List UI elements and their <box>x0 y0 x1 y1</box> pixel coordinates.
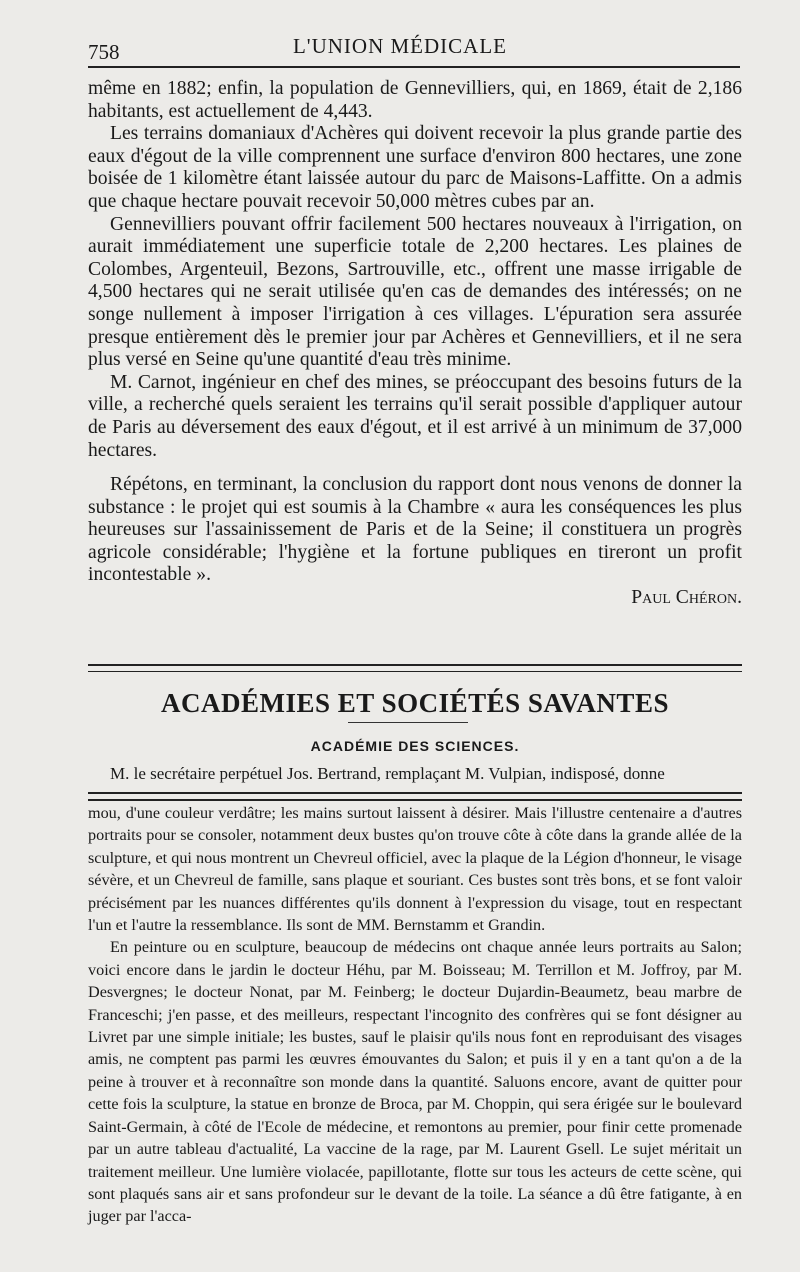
feuilleton-paragraph: En peinture ou en sculpture, beaucoup de médecins ont chaque année leurs portraits au Salon; voici encore dans le jardin le docteur Héhu, par M. Boisseau; M. Terrillon et M. Joffroy, par M. Desvergnes; le docteur Nonat, par M. Feinberg; le docteur Dujardin-Beaumetz, beau marbre de Franceschi; j'en passe, et des meilleurs, respectant l'incognito des confrères qui se font désigner au Livret par une simple initiale; les bustes, sauf le plaisir qu'ils nous font en reproduisant des visages amis, ne comptent pas parmi les œuvres émouvantes du Salon; et puis il y en a tant qu'on a de la peine à trouver et à reconnaître son monde dans la quantité. Saluons encore, avant de quitter pour cette fois la sculpture, la statue en bronze de Broca, par M. Choppin, qui sera érigée sur le boulevard Saint-Germain, à côté de l'Ecole de médecine, et remontons au premier, pour finir cette promenade par un autre tableau d'actualité, La vaccine de la rage, par M. Laurent Gsell. Le sujet méritait un traitement meilleur. Une lumière violacée, papillotante, flotte sur tous les acteurs de cette scène, qui sont plaqués sans air et sans profondeur sur le devant de la toile. La séance a dû être fatigante, à en juger par l'acca- <box>88 938 742 1226</box>
header-rule <box>88 66 740 68</box>
article-paragraph: M. Carnot, ingénieur en chef des mines, se préoccupant des besoins futurs de la ville, a recherché quels seraient les terrains qu'il serait possible d'appliquer autour de Paris au déversement des eaux d'égout, et il est arrivé à un minimum de 37,000 hectares. <box>88 371 742 461</box>
feuilleton-paragraph: mou, d'une couleur verdâtre; les mains surtout laissent à désirer. Mais l'illustre centenaire a d'autres portraits pour se consoler, notamment deux bustes qu'on trouve côte à côte dans la grande allée de la sculpture, et qui nous montrent un Chevreul officiel, avec la plaque de la Légion d'honneur, le visage sévère, et un Chevreul de famille, sans plaque et souriant. Ces bustes sont très bons, et se font valoir précisément par les nuances différentes qu'ils donnent à l'expression du visage, tout en respectant l'un et l'autre la ressemblance. Ils sont de MM. Bernstamm et Grandin. <box>88 804 742 935</box>
session-text <box>88 763 742 785</box>
feuilleton-divider <box>88 792 742 801</box>
article-body <box>88 78 742 610</box>
session-paragraph: M. le secrétaire perpétuel Jos. Bertrand, remplaçant M. Vulpian, indisposé, donne <box>110 764 665 783</box>
section-title: ACADÉMIES ET SOCIÉTÉS SAVANTES <box>161 688 669 718</box>
feuilleton-body <box>88 802 742 1228</box>
author-signature: Paul Chéron. <box>631 587 742 609</box>
page-number: 758 <box>88 40 120 64</box>
article-paragraph: Gennevilliers pouvant offrir facilement 500 hectares nouveaux à l'irrigation, on aurait immédiatement une superficie totale de 2,200 hectares. Les plaines de Colombes, Argenteuil, Bezons, Sartrouville, etc., offrent une masse irrigable de 4,500 hectares qui ne serait utilisée qu'en cas de demandes des intéressés; on ne songe nullement à imposer l'irrigation à ces villages. L'épuration sera assurée presque entièrement dès le premier jour par Achères et Gennevilliers, et il ne sera plus versé en Seine qu'une quantité d'eau très minime. <box>88 213 742 371</box>
section-divider <box>88 664 742 672</box>
running-head: L'UNION MÉDICALE <box>292 34 507 58</box>
article-paragraph: même en 1882; enfin, la population de Gennevilliers, qui, en 1869, était de 2,186 habitants, est actuellement de 4,443. <box>88 78 742 122</box>
subsection-title: ACADÉMIE DES SCIENCES. <box>310 738 520 754</box>
title-underline <box>348 722 468 723</box>
article-paragraph: Répétons, en terminant, la conclusion du rapport dont nous venons de donner la substance : le projet qui est soumis à la Chambre « aura les conséquences les plus heureuses sur l'assainissement de Paris et de la Seine; il constituera un progrès agricole considérable; l'hygiène et la fortune publiques en tireront un profit incontestable ». <box>88 474 742 586</box>
article-paragraph: Les terrains domaniaux d'Achères qui doivent recevoir la plus grande partie des eaux d'égout de la ville comprennent une surface d'environ 800 hectares, une zone boisée de 1 kilomètre étant laissée autour du parc de Maisons-Laffitte. On a admis que chaque hectare pouvait recevoir 50,000 mètres cubes par an. <box>88 123 742 212</box>
